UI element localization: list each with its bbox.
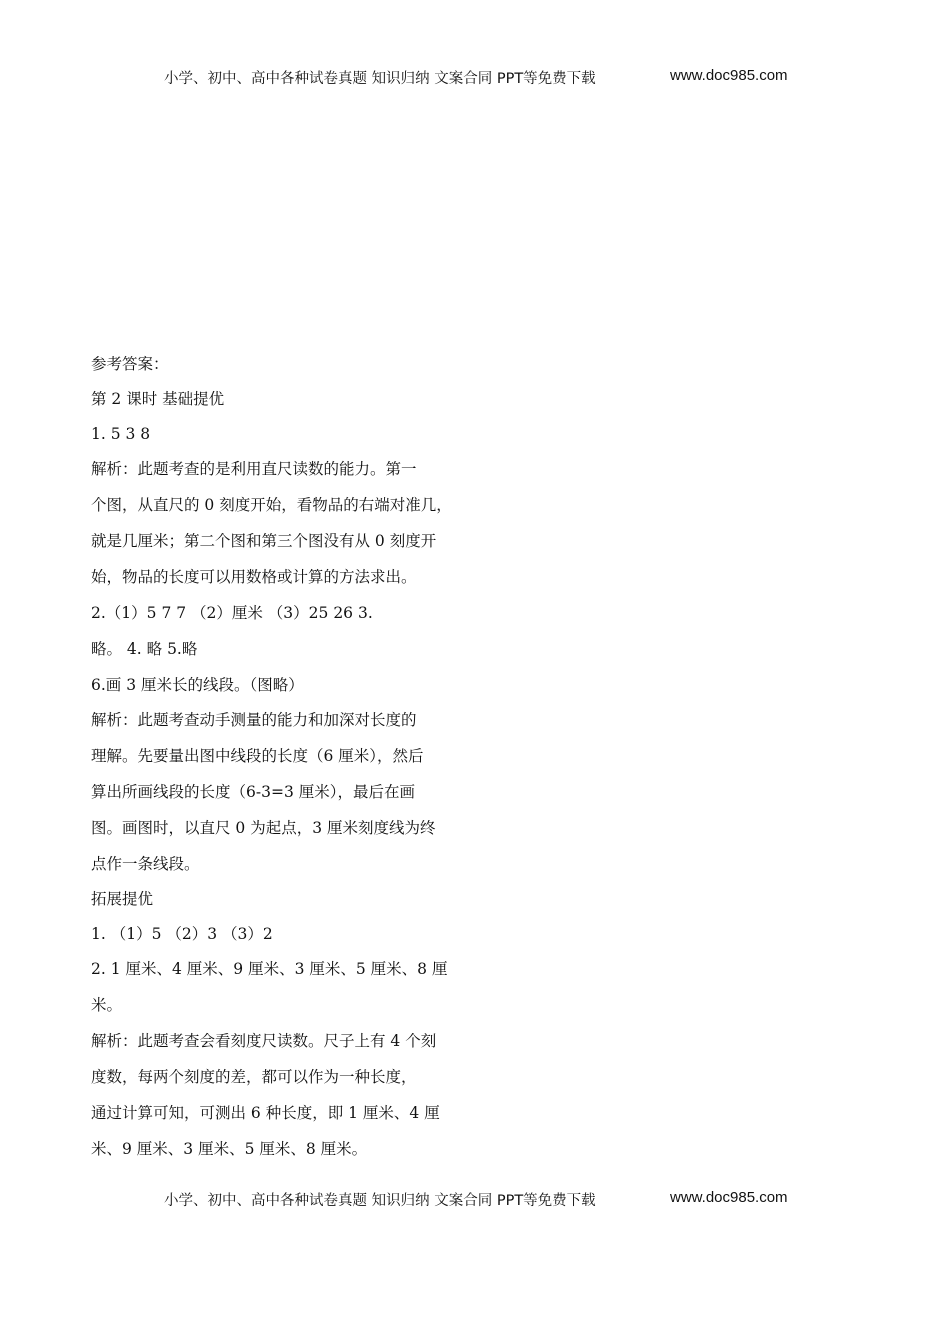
- answer-line: 始，物品的长度可以用数格或计算的方法求出。: [91, 568, 417, 586]
- answer-line: 图。画图时，以直尺 0 为起点，3 厘米刻度线为终: [91, 819, 436, 837]
- answer-line: 通过计算可知，可测出 6 种长度，即 1 厘米、4 厘: [91, 1104, 440, 1122]
- answer-line: 略。 4. 略 5.略: [91, 640, 198, 658]
- answer-line: 算出所画线段的长度（6-3=3 厘米），最后在画: [91, 783, 415, 801]
- answer-line: 理解。先要量出图中线段的长度（6 厘米），然后: [91, 747, 424, 765]
- page-footer: [0, 1189, 950, 1213]
- header-left-text: 小学、初中、高中各种试卷真题 知识归纳 文案合同 PPT等免费下载: [164, 71, 596, 87]
- answer-line: 度数，每两个刻度的差，都可以作为一种长度，: [91, 1068, 417, 1086]
- answer-line: 解析：此题考查会看刻度尺读数。尺子上有 4 个刻: [91, 1032, 437, 1050]
- answer-line: 米、9 厘米、3 厘米、5 厘米、8 厘米。: [91, 1140, 368, 1158]
- lesson-heading: 第 2 课时 基础提优: [91, 390, 225, 408]
- answer-section: [91, 352, 471, 1173]
- footer-website: www.doc985.com: [670, 1189, 788, 1206]
- answer-line: 点作一条线段。: [91, 855, 200, 873]
- extension-heading: 拓展提优: [91, 890, 154, 908]
- answer-line: 1. 5 3 8: [91, 425, 151, 443]
- answer-line: 解析：此题考查动手测量的能力和加深对长度的: [91, 711, 417, 729]
- answer-title: 参考答案：: [91, 355, 169, 373]
- answer-line: 米。: [91, 996, 123, 1014]
- page-header: [0, 67, 950, 91]
- answer-line: 2.（1）5 7 7 （2）厘米 （3）25 26 3.: [91, 604, 373, 622]
- answer-line: 6.画 3 厘米长的线段。（图略）: [91, 676, 304, 694]
- answer-line: 2. 1 厘米、4 厘米、9 厘米、3 厘米、5 厘米、8 厘: [91, 960, 448, 978]
- footer-left-text: 小学、初中、高中各种试卷真题 知识归纳 文案合同 PPT等免费下载: [164, 1193, 596, 1209]
- answer-line: 1. （1）5 （2）3 （3）2: [91, 925, 273, 943]
- answer-line: 解析：此题考查的是利用直尺读数的能力。第一: [91, 460, 417, 478]
- answer-line: 就是几厘米；第二个图和第三个图没有从 0 刻度开: [91, 532, 437, 550]
- header-website: www.doc985.com: [670, 67, 788, 84]
- answer-line: 个图，从直尺的 0 刻度开始，看物品的右端对准几，: [91, 496, 452, 514]
